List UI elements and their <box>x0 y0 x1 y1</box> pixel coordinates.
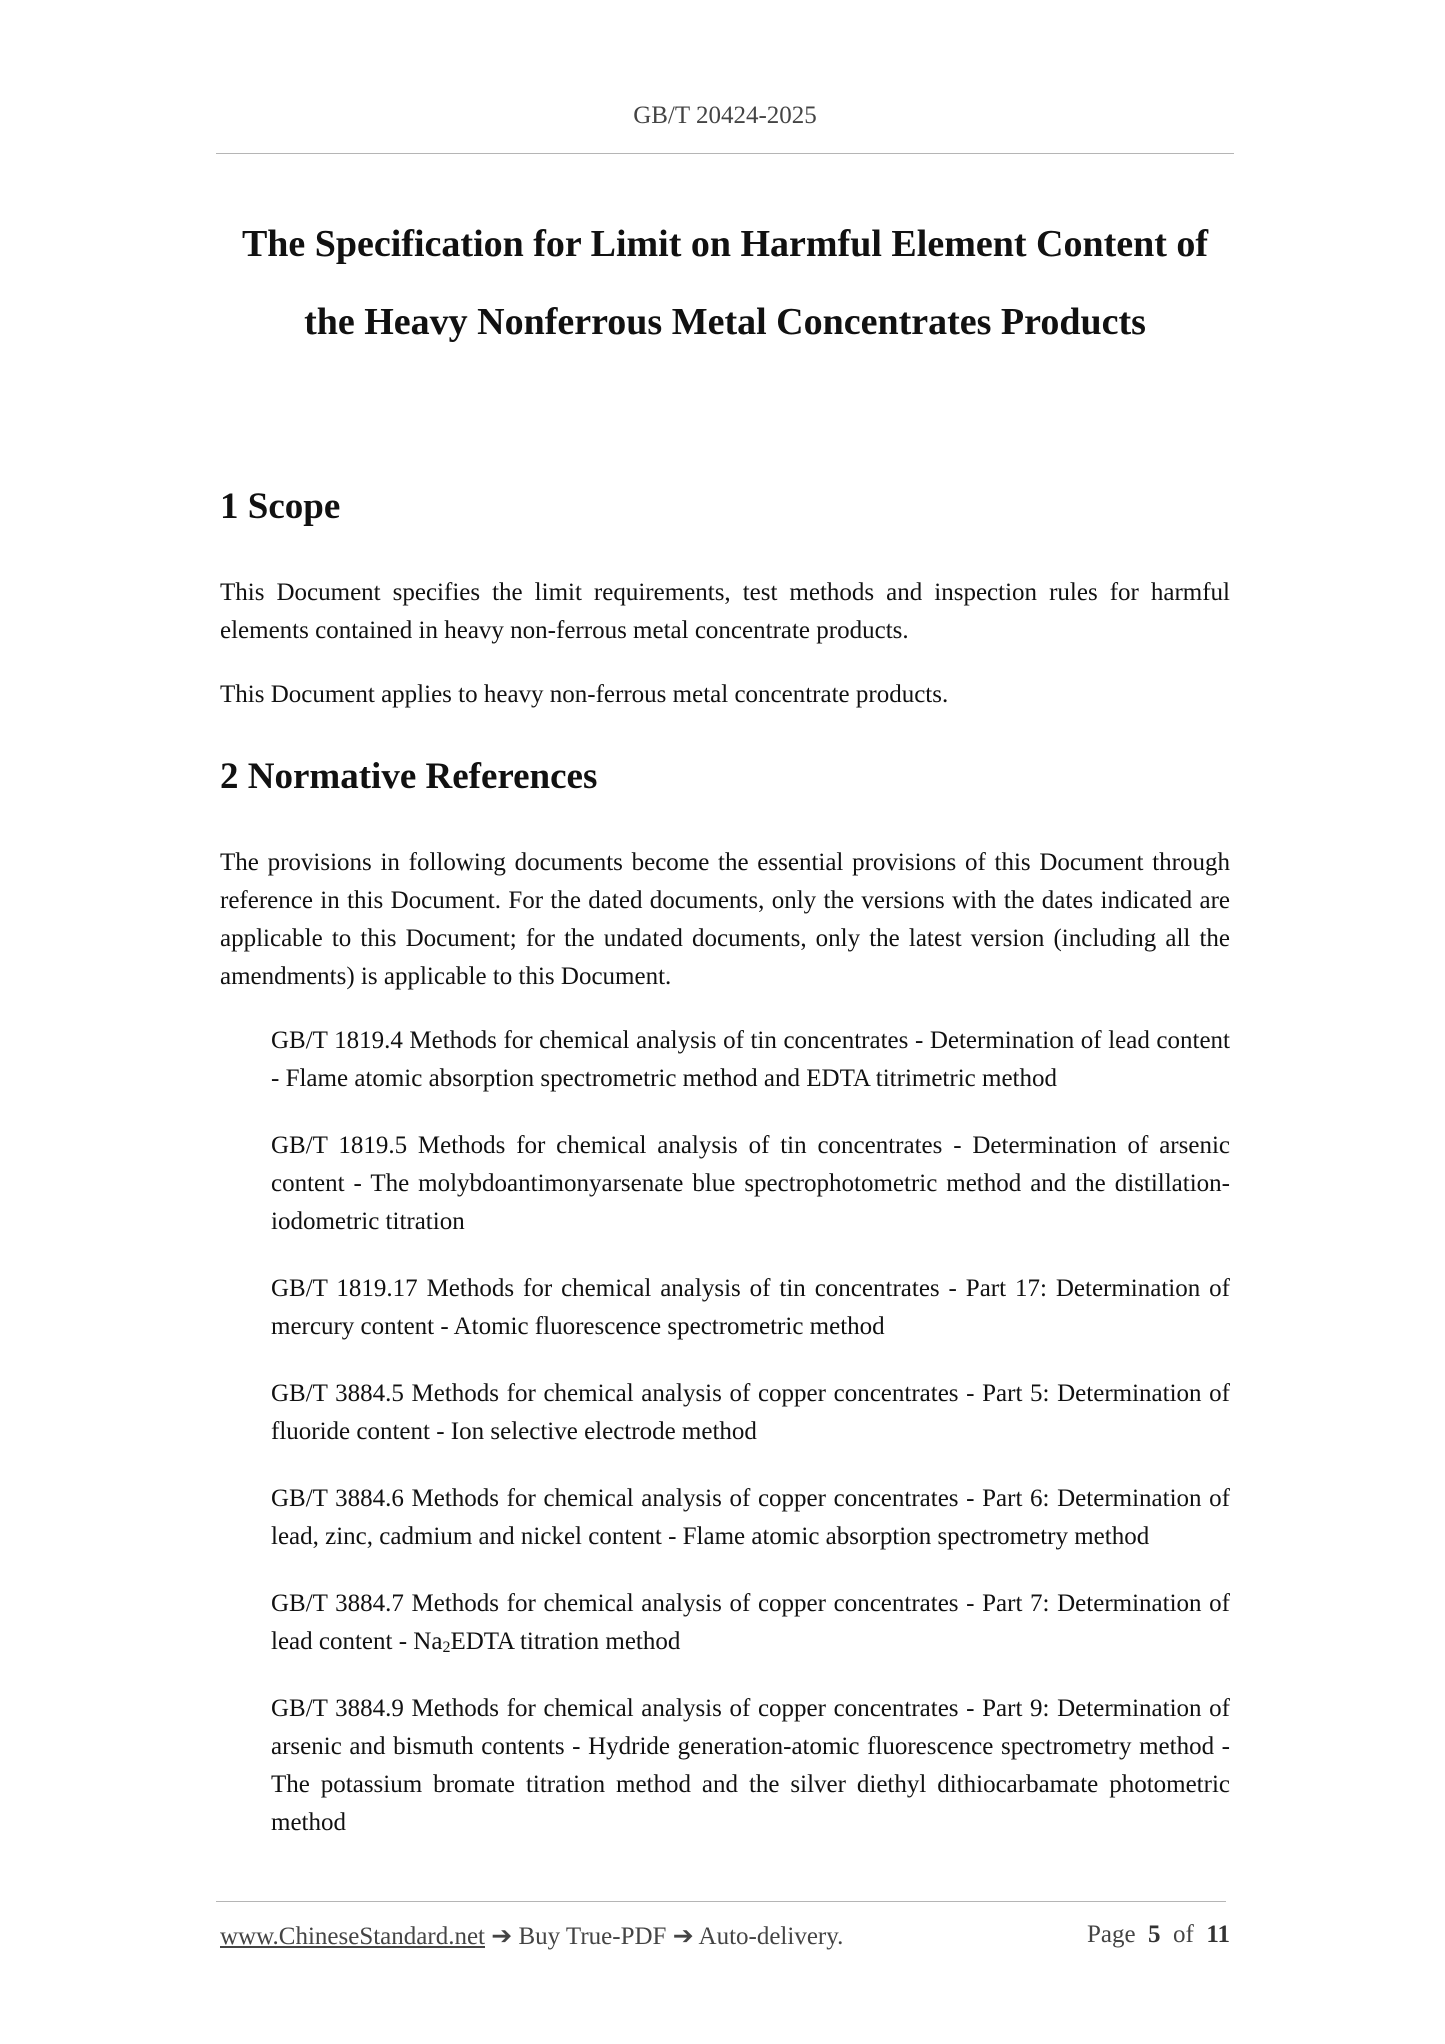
scope-paragraph-2: This Document applies to heavy non-ferrous metal concentrate products. <box>220 681 949 708</box>
reference-item: GB/T 1819.4 Methods for chemical analysis of tin concentrates - Determination of lead content - Flame atomic absorption spectrometric method and EDTA titrimetric method <box>271 1027 1230 1092</box>
reference-item <box>271 1585 1230 1661</box>
buy-true-pdf-text: Buy True-PDF <box>518 1923 667 1950</box>
document-title <box>200 205 1250 361</box>
reference-item: GB/T 3884.6 Methods for chemical analysis of copper concentrates - Part 6: Determination of lead, zinc, cadmium and nickel content - Flame atomic absorption spectrometry method <box>271 1485 1230 1550</box>
reference-text: EDTA titration method <box>450 1628 681 1655</box>
title-line-2: the Heavy Nonferrous Metal Concentrates Products <box>304 301 1146 343</box>
right-arrow-icon: ➔ <box>672 1923 699 1950</box>
site-link[interactable]: www.ChineseStandard.net <box>220 1923 485 1950</box>
header-divider <box>216 153 1234 154</box>
scope-paragraph-1: This Document specifies the limit requirements, test methods and inspection rules for harmful elements contained in heavy non-ferrous metal concentrate products. <box>220 579 1230 644</box>
of-label: of <box>1173 1921 1194 1948</box>
page-label: Page <box>1086 1921 1136 1948</box>
references-intro: The provisions in following documents become the essential provisions of this Document through reference in this Document. For the dated documents, only the versions with the dates indicated are applicable to this Document; for the undated documents, only the latest version (including all the amendments) is applicable to this Document. <box>220 849 1230 990</box>
reference-item: GB/T 1819.17 Methods for chemical analysis of tin concentrates - Part 17: Determination of mercury content - Atomic fluorescence spectrometric method <box>271 1275 1230 1340</box>
total-pages-number: 11 <box>1206 1921 1230 1948</box>
subscript: 2 <box>442 1639 451 1656</box>
page-footer <box>220 1921 1230 1961</box>
right-arrow-icon: ➔ <box>491 1923 519 1950</box>
title-line-1: The Specification for Limit on Harmful Element Content of <box>241 223 1209 265</box>
document-code-header: GB/T 20424-2025 <box>633 102 817 129</box>
current-page-number: 5 <box>1148 1921 1161 1948</box>
auto-delivery-text: Auto-delivery. <box>698 1923 844 1950</box>
section-heading-references: 2 Normative References <box>220 756 598 797</box>
footer-divider <box>216 1901 1226 1902</box>
reference-list <box>220 1022 1230 1842</box>
document-body <box>220 482 1230 1871</box>
page-indicator <box>1087 1921 1230 1949</box>
section-heading-scope: 1 Scope <box>220 486 341 527</box>
footer-promo <box>220 1921 843 1951</box>
reference-text: GB/T 3884.7 Methods for chemical analysis of copper concentrates - Part 7: Determination of lead content - Na <box>271 1590 1230 1655</box>
reference-item: GB/T 3884.9 Methods for chemical analysis of copper concentrates - Part 9: Determination of arsenic and bismuth contents - Hydride generation-atomic fluorescence spectrometry method - The potassium bromate titration method and the silver diethyl dithiocarbamate photometric method <box>271 1695 1230 1836</box>
reference-item: GB/T 3884.5 Methods for chemical analysis of copper concentrates - Part 5: Determination of fluoride content - Ion selective electrode method <box>271 1380 1230 1445</box>
reference-item: GB/T 1819.5 Methods for chemical analysis of tin concentrates - Determination of arsenic content - The molybdoantimonyarsenate blue spectrophotometric method and the distillation-iodometric titration <box>271 1132 1230 1235</box>
